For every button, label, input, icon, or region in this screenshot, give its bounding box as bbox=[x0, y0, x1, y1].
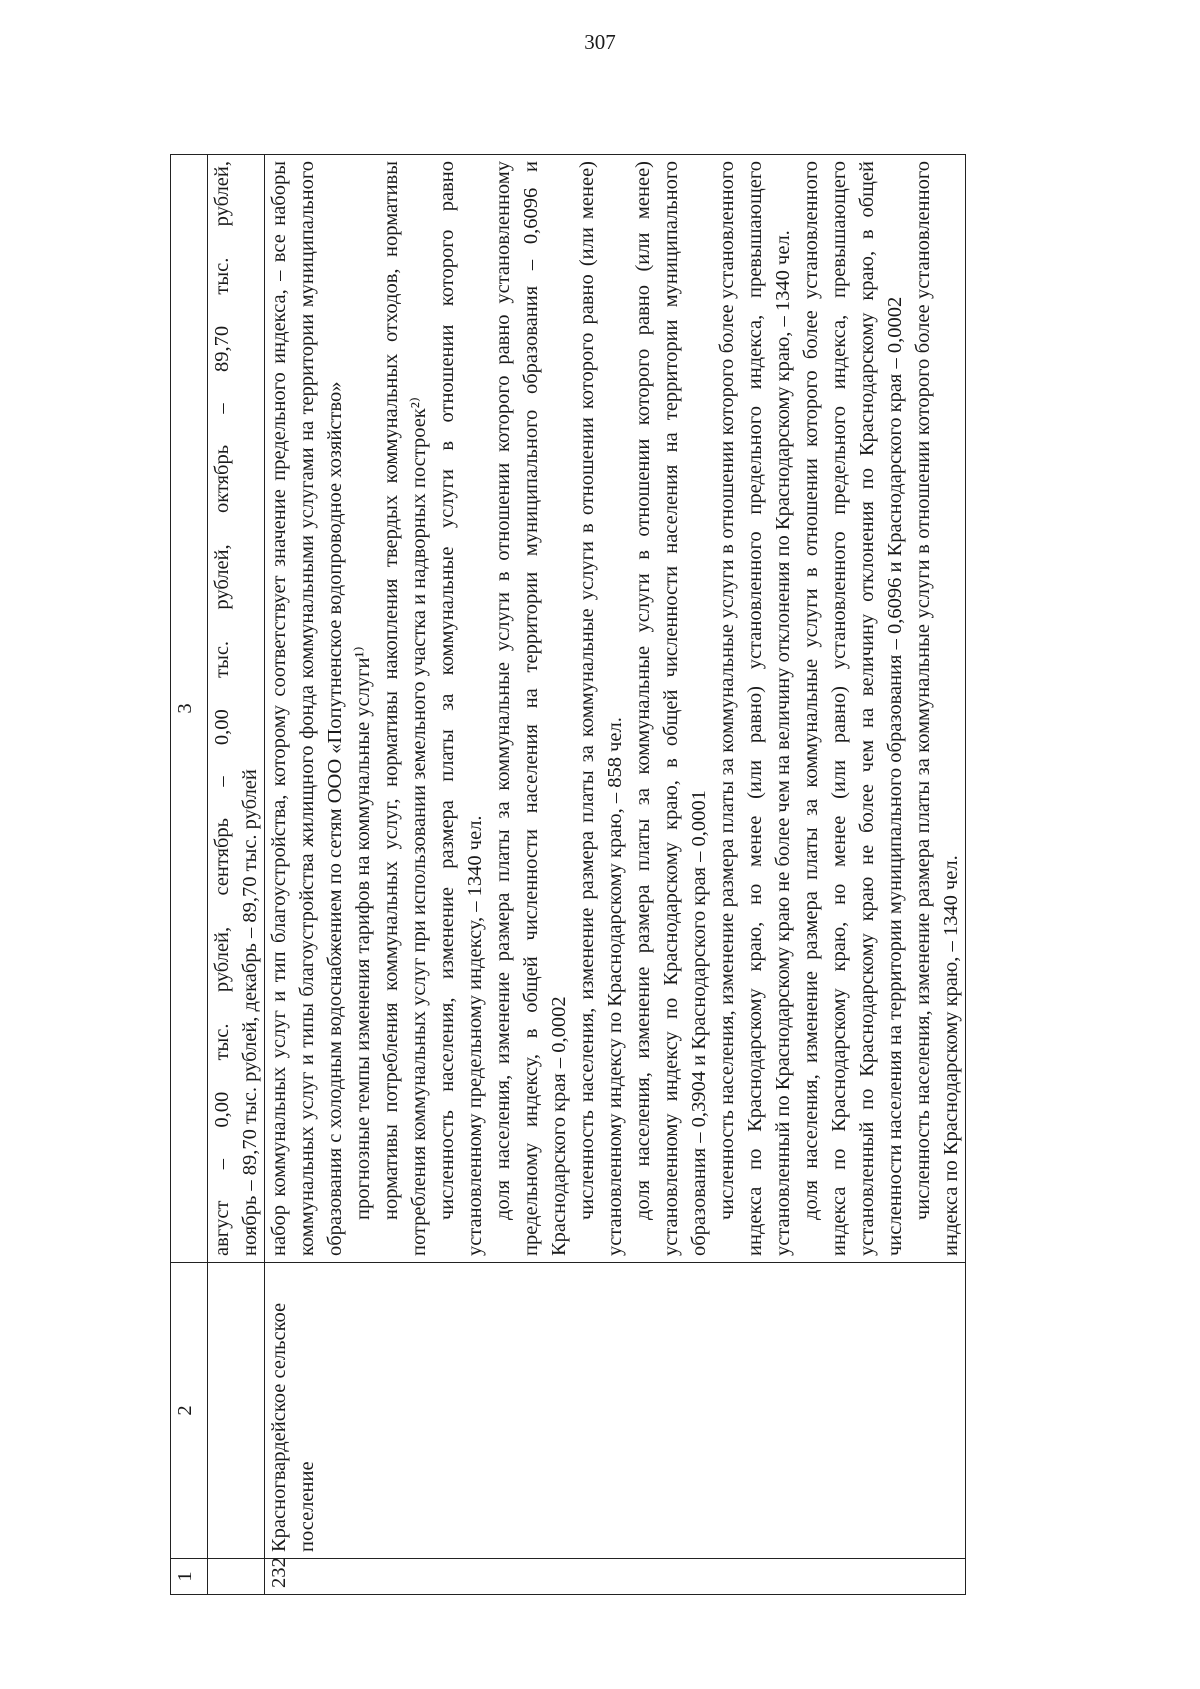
paragraph-8: доля населения, изменение размера платы за коммунальные услуги в отношении которого более установленного индекса по Краснодарскому краю, но менее (или равно) установленного предельного индекса, превышающего установленный по Краснодарскому краю не более чем на величину отклонения по Краснодарскому краю, в общей численности населения на территории муниципального образования – 0,6096 и Краснодарского края – 0,0002 bbox=[800, 161, 906, 1256]
row-number: 232 bbox=[265, 1559, 966, 1595]
header-row bbox=[171, 155, 208, 1595]
data-table bbox=[170, 154, 966, 1595]
paragraph-1: прогнозные темпы изменения тарифов на коммунальные услуги¹⁾ bbox=[352, 646, 374, 1220]
paragraph-9: численность населения, изменение размера платы за коммунальные услуги в отношении которого более установленного индекса по Краснодарскому краю, – 1340 чел. bbox=[912, 161, 962, 1256]
paragraph-2: нормативы потребления коммунальных услуг, нормативы накопления твердых коммунальных отходов, нормативы потребления коммунальных услуг при использовании земельного участка и надворных построек²⁾ bbox=[380, 161, 430, 1256]
cell-empty-num bbox=[208, 1559, 265, 1595]
table-row-continuation bbox=[208, 155, 265, 1595]
paragraph-5: численность населения, изменение размера платы за коммунальные услуги в отношении которого равно (или менее) установленному индексу по Краснодарскому краю, – 858 чел. bbox=[576, 161, 626, 1256]
header-col-1: 1 bbox=[171, 1559, 208, 1595]
paragraph-4: доля населения, изменение размера платы за коммунальные услуги в отношении которого равно установленному предельному индексу, в общей численности населения на территории муниципального образования – 0,6096 и Краснодарского края – 0,0002 bbox=[492, 161, 570, 1256]
header-col-2: 2 bbox=[171, 1263, 208, 1559]
cell-continuation bbox=[208, 155, 265, 1263]
rotated-table-container bbox=[170, 155, 1100, 1595]
row-content bbox=[265, 155, 966, 1263]
continuation-line-2: ноябрь – 89,70 тыс. рублей, декабрь – 89,70 тыс. рублей bbox=[239, 769, 261, 1256]
continuation-line-1: август – 0,00 тыс. рублей, сентябрь – 0,00 тыс. рублей, октябрь – 89,70 тыс. рублей, bbox=[211, 161, 233, 1256]
paragraph-3: численность населения, изменение размера платы за коммунальные услуги в отношении которого равно установленному предельному индексу, – 1340 чел. bbox=[436, 161, 486, 1256]
row-name: Красногвардейское сельское поселение bbox=[265, 1263, 966, 1559]
paragraph-0: набор коммунальных услуг и тип благоустройства, которому соответствует значение предельного индекса, – все наборы коммунальных услуг и типы благоустройства жилищного фонда коммунальными услугами на территории муниципального образования с холодным водоснабжением по сетям ООО «Попутненское водопроводное хозяйство» bbox=[268, 161, 346, 1256]
cell-empty-name bbox=[208, 1263, 265, 1559]
page-number: 307 bbox=[584, 30, 616, 54]
table-row bbox=[265, 155, 966, 1595]
paragraph-7: численность населения, изменение размера платы за коммунальные услуги в отношении которого более установленного индекса по Краснодарскому краю, но менее (или равно) установленного предельного индекса, превышающего установленный по Краснодарскому краю не более чем на величину отклонения по Краснодарскому краю, – 1340 чел. bbox=[716, 161, 794, 1256]
header-col-3: 3 bbox=[171, 155, 208, 1263]
paragraph-6: доля населения, изменение размера платы за коммунальные услуги в отношении которого равно (или менее) установленному индексу по Краснодарскому краю, в общей численности населения на территории муниципального образования – 0,3904 и Краснодарского края – 0,0001 bbox=[632, 161, 710, 1256]
